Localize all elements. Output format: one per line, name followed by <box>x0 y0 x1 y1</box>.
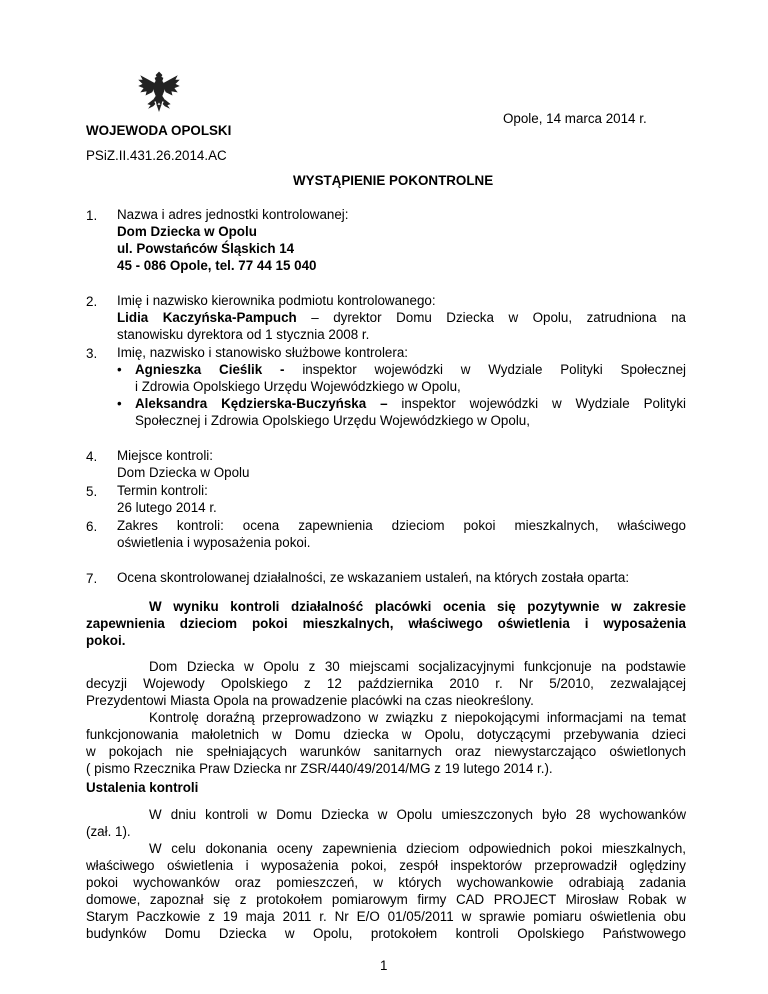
scope-line-1: Zakres kontroli: ocena zapewnienia dzieciom pokoi mieszkalnych, właściwego <box>117 518 686 533</box>
paragraph-line: (zał. 1). <box>86 824 131 839</box>
findings-heading: Ustalenia kontroli <box>86 780 199 795</box>
director-name: Lidia Kaczyńska-Pampuch <box>117 310 297 325</box>
item-number: 1. <box>86 208 98 223</box>
paragraph-line: pokoi wychowanków oraz pomieszczeń, w których wychowankowie odrabiają zadania <box>86 875 686 890</box>
paragraph-line: Dom Dziecka w Opolu z 30 miejscami socjalizacyjnymi funkcjonuje na podstawie <box>149 659 686 674</box>
paragraph-line: decyzji Wojewody Opolskiego z 12 października 2010 r. Nr 5/2010, zezwalającej <box>86 676 686 691</box>
item-label: Imię, nazwisko i stanowisko służbowe kontrolera: <box>117 345 408 360</box>
scope-line-2: oświetlenia i wyposażenia pokoi. <box>117 535 311 550</box>
inspector-1 <box>117 362 686 396</box>
paragraph-line: Prezydentowi Miasta Opola na prowadzenie placówki na czas nieokreślony. <box>86 693 534 708</box>
item-3 <box>117 345 686 362</box>
paragraph-line: budynków Domu Dziecka w Opolu, protokołem kontroli Opolskiego Państwowego <box>86 926 686 941</box>
item-1 <box>117 207 686 275</box>
director-line-2: stanowisku dyrektora od 1 stycznia 2008 r. <box>117 327 370 342</box>
paragraph-line: właściwego oświetlenia i wyposażenia pokoi, zespół inspektorów przeprowadził oględziny <box>86 858 686 873</box>
item-label: Nazwa i adres jednostki kontrolowanej: <box>117 207 349 222</box>
item-value: Dom Dziecka w Opolu <box>117 465 250 480</box>
item-number: 6. <box>86 519 98 534</box>
item-number: 7. <box>86 571 98 586</box>
bullet-icon: • <box>117 396 122 411</box>
item-number: 4. <box>86 449 98 464</box>
item-number: 2. <box>86 294 98 309</box>
paragraph-line: ( pismo Rzecznika Praw Dziecka nr ZSR/440/49/2014/MG z 19 lutego 2014 r.). <box>86 761 553 776</box>
director-line <box>117 310 686 327</box>
page-number: 1 <box>380 958 388 973</box>
item-5 <box>117 483 686 517</box>
assessment-line: W wyniku kontroli działalność placówki ocenia się pozytywnie w zakresie <box>149 599 686 614</box>
assessment-line: pokoi. <box>86 633 126 648</box>
director-role: – dyrektor Domu Dziecka w Opolu, zatrudniona na <box>296 310 686 325</box>
eagle-emblem-icon <box>137 68 181 114</box>
assessment-line: zapewnienia dzieciom pokoi mieszkalnych, właściwego oświetlenia i wyposażenia <box>86 616 686 631</box>
item-7 <box>117 570 686 587</box>
paragraph-4 <box>86 840 686 942</box>
document-date: Opole, 14 marca 2014 r. <box>503 111 647 126</box>
inspector-1-role: inspektor wojewódzki w Wydziale Polityki Społecznej <box>284 362 686 377</box>
inspector-2-line-2: Społecznej i Zdrowia Opolskiego Urzędu Wojewódzkiego w Opolu, <box>135 413 530 428</box>
inspector-1-line <box>135 362 686 379</box>
item-label: Imię i nazwisko kierownika podmiotu kontrolowanego: <box>117 293 436 308</box>
institution-street: ul. Powstańców Śląskich 14 <box>117 241 295 256</box>
paragraph-3 <box>86 806 686 840</box>
inspector-2-role: inspektor wojewódzki w Wydziale Polityki <box>387 396 686 411</box>
paragraph-2 <box>86 709 686 777</box>
reference-number: PSiZ.II.431.26.2014.AC <box>86 148 227 163</box>
institution-city-phone: 45 - 086 Opole, tel. 77 44 15 040 <box>117 258 317 273</box>
inspector-2 <box>117 396 686 430</box>
paragraph-line: w pokojach nie spełniających warunków sanitarnych oraz niewystarczająco oświetlonych <box>86 744 686 759</box>
institution-name: Dom Dziecka w Opolu <box>117 224 257 239</box>
inspector-2-line <box>135 396 686 413</box>
paragraph-line: W dniu kontroli w Domu Dziecka w Opolu umieszczonych było 28 wychowanków <box>149 807 686 822</box>
paragraph-line: Kontrolę doraźną przeprowadzono w związku z niepokojącymi informacjami na temat <box>149 710 686 725</box>
item-label: Termin kontroli: <box>117 483 208 498</box>
issuing-authority: WOJEWODA OPOLSKI <box>86 123 232 138</box>
inspector-2-name: Aleksandra Kędzierska-Buczyńska – <box>135 396 388 411</box>
item-number: 5. <box>86 484 98 499</box>
item-value: 26 lutego 2014 r. <box>117 500 217 515</box>
item-4 <box>117 448 686 482</box>
paragraph-line: Starym Paczkowie z 19 maja 2011 r. Nr E/O 01/05/2011 w sprawie pomiaru oświetlenia obu <box>86 909 686 924</box>
document-title: WYSTĄPIENIE POKONTROLNE <box>293 173 494 188</box>
item-label: Miejsce kontroli: <box>117 448 213 463</box>
paragraph-line: domowe, zapoznał się z protokołem pomiarowym firmy CAD PROJECT Mirosław Robak w <box>86 892 686 907</box>
assessment-paragraph <box>86 598 686 649</box>
item-label: Ocena skontrolowanej działalności, ze wskazaniem ustaleń, na których została oparta: <box>117 570 630 585</box>
item-6 <box>117 518 686 552</box>
paragraph-line: W celu dokonania oceny zapewnienia dzieciom odpowiednich pokoi mieszkalnych, <box>149 841 686 856</box>
item-2 <box>117 293 686 344</box>
paragraph-line: funkcjonowania małoletnich w Domu dziecka w Opolu, dotyczącymi przebywania dzieci <box>86 727 686 742</box>
inspector-1-name: Agnieszka Cieślik - <box>135 362 285 377</box>
item-number: 3. <box>86 346 98 361</box>
bullet-icon: • <box>117 362 122 377</box>
paragraph-1 <box>86 658 686 709</box>
inspector-1-line-2: i Zdrowia Opolskiego Urzędu Wojewódzkiego w Opolu, <box>135 379 461 394</box>
